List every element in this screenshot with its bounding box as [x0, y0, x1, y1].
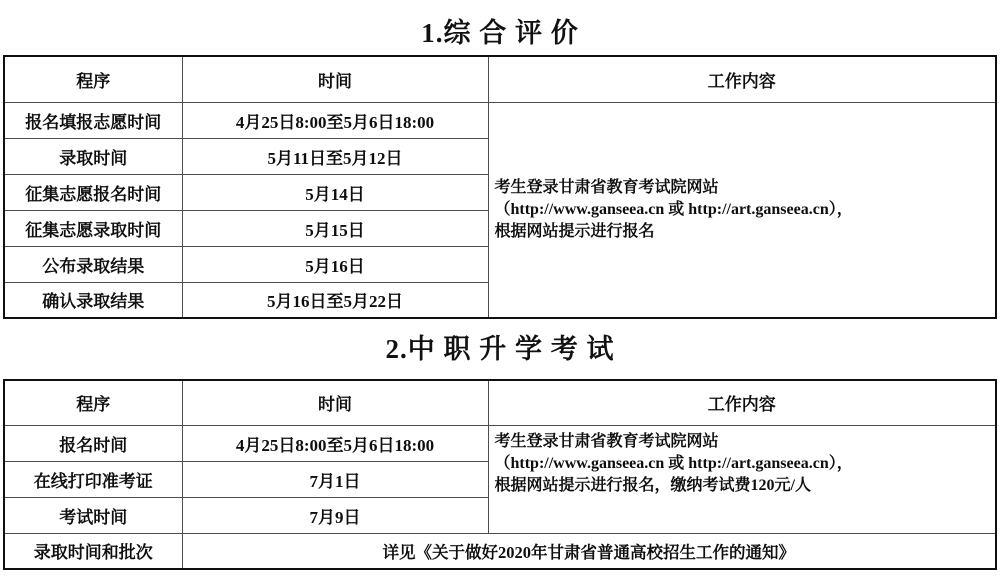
- time-cell: 4月25日8:00至5月6日18:00: [182, 425, 488, 461]
- column-header-time: 时间: [182, 56, 488, 102]
- work-content-line: （http://www.ganseea.cn 或 http://art.ganseea.cn），: [494, 454, 853, 472]
- time-cell: 5月16日: [182, 246, 488, 282]
- procedure-cell: 报名填报志愿时间: [4, 102, 182, 138]
- time-cell: 5月15日: [182, 210, 488, 246]
- time-cell: 5月16日至5月22日: [182, 282, 488, 318]
- vocational-exam-table: [3, 379, 997, 570]
- section-title-comprehensive-evaluation: 1.综 合 评 价: [421, 18, 579, 48]
- procedure-cell: 公布录取结果: [4, 246, 182, 282]
- procedure-cell: 征集志愿报名时间: [4, 174, 182, 210]
- table-header-row: [4, 380, 996, 425]
- work-content-line: （http://www.ganseea.cn 或 http://art.ganseea.cn），: [494, 200, 853, 218]
- column-header-work-content: 工作内容: [488, 56, 996, 102]
- procedure-cell: 征集志愿录取时间: [4, 210, 182, 246]
- work-content-line: 根据网站提示进行报名: [494, 222, 655, 240]
- work-content-line: 考生登录甘肃省教育考试院网站: [494, 178, 719, 196]
- procedure-cell: 录取时间: [4, 138, 182, 174]
- table-row: [4, 102, 996, 138]
- column-header-procedure: 程序: [4, 56, 182, 102]
- procedure-cell: 录取时间和批次: [4, 533, 182, 569]
- procedure-cell: 考试时间: [4, 497, 182, 533]
- time-cell: 5月14日: [182, 174, 488, 210]
- work-content-line: 考生登录甘肃省教育考试院网站: [494, 432, 719, 450]
- table-row: [4, 533, 996, 569]
- column-header-procedure: 程序: [4, 380, 182, 425]
- time-cell: 4月25日8:00至5月6日18:00: [182, 102, 488, 138]
- procedure-cell: 报名时间: [4, 425, 182, 461]
- footer-notice-cell: 详见《关于做好2020年甘肃省普通高校招生工作的通知》: [182, 533, 996, 569]
- procedure-cell: 确认录取结果: [4, 282, 182, 318]
- time-cell: 5月11日至5月12日: [182, 138, 488, 174]
- column-header-work-content: 工作内容: [488, 380, 996, 425]
- work-content-cell: [488, 102, 996, 318]
- table-row: [4, 425, 996, 461]
- time-cell: 7月9日: [182, 497, 488, 533]
- work-content-line: 根据网站提示进行报名，缴纳考试费120元/人: [494, 476, 811, 494]
- time-cell: 7月1日: [182, 461, 488, 497]
- column-header-time: 时间: [182, 380, 488, 425]
- work-content-cell: [488, 425, 996, 533]
- comprehensive-evaluation-table: [3, 55, 997, 319]
- procedure-cell: 在线打印准考证: [4, 461, 182, 497]
- section-title-vocational-exam: 2.中 职 升 学 考 试: [385, 334, 615, 364]
- table-header-row: [4, 56, 996, 102]
